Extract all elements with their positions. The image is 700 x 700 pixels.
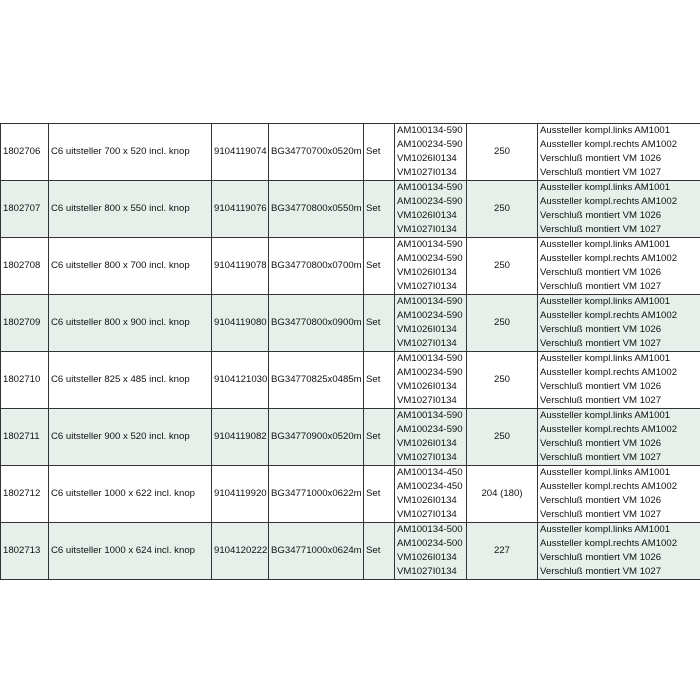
part-number: VM1027I0134 xyxy=(397,281,457,292)
note-line: Aussteller kompl.rechts AM1002 xyxy=(540,310,678,321)
unit-cell: Set xyxy=(364,466,395,523)
part-numbers-cell xyxy=(395,352,467,409)
note-line: Verschluß montiert VM 1026 xyxy=(540,552,662,563)
note-line: Verschluß montiert VM 1027 xyxy=(540,167,662,178)
unit-cell: Set xyxy=(364,124,395,181)
part-number: AM100134-590 xyxy=(397,125,463,136)
description-cell: C6 uitsteller 800 x 900 incl. knop xyxy=(49,295,212,352)
code-cell: 9104120222 xyxy=(212,523,269,580)
note-line: Verschluß montiert VM 1027 xyxy=(540,224,662,235)
description-cell: C6 uitsteller 800 x 700 incl. knop xyxy=(49,238,212,295)
part-number: AM100134-590 xyxy=(397,182,463,193)
note-line: Aussteller kompl.rechts AM1002 xyxy=(540,139,678,150)
article-number-cell: 1802708 xyxy=(1,238,49,295)
unit-cell: Set xyxy=(364,181,395,238)
article-number-cell: 1802712 xyxy=(1,466,49,523)
quantity-cell: 250 xyxy=(467,238,538,295)
article-number-cell: 1802710 xyxy=(1,352,49,409)
note-line: Verschluß montiert VM 1026 xyxy=(540,210,662,221)
part-number: AM100134-450 xyxy=(397,467,463,478)
part-number: AM100234-590 xyxy=(397,310,463,321)
part-numbers-cell xyxy=(395,181,467,238)
part-number: VM1026I0134 xyxy=(397,267,457,278)
part-numbers-cell xyxy=(395,238,467,295)
unit-cell: Set xyxy=(364,523,395,580)
part-numbers-cell xyxy=(395,409,467,466)
note-line: Verschluß montiert VM 1026 xyxy=(540,438,662,449)
quantity-cell: 204 (180) xyxy=(467,466,538,523)
note-line: Aussteller kompl.links AM1001 xyxy=(540,524,671,535)
table-row xyxy=(1,409,700,466)
part-number: AM100234-590 xyxy=(397,196,463,207)
part-number: AM100134-590 xyxy=(397,239,463,250)
bg-code-cell: BG34770900x0520m xyxy=(269,409,364,466)
part-number: VM1027I0134 xyxy=(397,509,457,520)
table-row xyxy=(1,466,700,523)
description-cell: C6 uitsteller 825 x 485 incl. knop xyxy=(49,352,212,409)
quantity-cell: 250 xyxy=(467,124,538,181)
code-cell: 9104121030 xyxy=(212,352,269,409)
table-row xyxy=(1,523,700,580)
note-line: Aussteller kompl.links AM1001 xyxy=(540,182,671,193)
note-line: Verschluß montiert VM 1027 xyxy=(540,452,662,463)
note-line: Aussteller kompl.links AM1001 xyxy=(540,296,671,307)
notes-cell xyxy=(538,466,700,523)
part-numbers-cell xyxy=(395,466,467,523)
part-number: AM100234-590 xyxy=(397,424,463,435)
bg-code-cell: BG34770800x0700m xyxy=(269,238,364,295)
part-number: VM1027I0134 xyxy=(397,395,457,406)
part-number: VM1027I0134 xyxy=(397,452,457,463)
note-line: Aussteller kompl.links AM1001 xyxy=(540,467,671,478)
code-cell: 9104119076 xyxy=(212,181,269,238)
note-line: Aussteller kompl.links AM1001 xyxy=(540,125,671,136)
part-number: AM100234-590 xyxy=(397,367,463,378)
parts-table-sheet xyxy=(0,123,700,577)
part-number: AM100134-500 xyxy=(397,524,463,535)
quantity-cell: 227 xyxy=(467,523,538,580)
description-cell: C6 uitsteller 900 x 520 incl. knop xyxy=(49,409,212,466)
table-row xyxy=(1,352,700,409)
unit-cell: Set xyxy=(364,352,395,409)
quantity-cell: 250 xyxy=(467,409,538,466)
quantity-cell: 250 xyxy=(467,295,538,352)
bg-code-cell: BG34771000x0622m xyxy=(269,466,364,523)
quantity-cell: 250 xyxy=(467,352,538,409)
note-line: Verschluß montiert VM 1027 xyxy=(540,281,662,292)
code-cell: 9104119080 xyxy=(212,295,269,352)
note-line: Aussteller kompl.rechts AM1002 xyxy=(540,424,678,435)
parts-table xyxy=(0,123,700,580)
part-number: VM1026I0134 xyxy=(397,381,457,392)
notes-cell xyxy=(538,295,700,352)
note-line: Aussteller kompl.rechts AM1002 xyxy=(540,196,678,207)
quantity-cell: 250 xyxy=(467,181,538,238)
description-cell: C6 uitsteller 800 x 550 incl. knop xyxy=(49,181,212,238)
note-line: Verschluß montiert VM 1026 xyxy=(540,324,662,335)
table-row xyxy=(1,238,700,295)
notes-cell xyxy=(538,124,700,181)
note-line: Aussteller kompl.rechts AM1002 xyxy=(540,481,678,492)
part-number: VM1027I0134 xyxy=(397,338,457,349)
notes-cell xyxy=(538,523,700,580)
note-line: Verschluß montiert VM 1027 xyxy=(540,338,662,349)
part-number: VM1026I0134 xyxy=(397,153,457,164)
note-line: Aussteller kompl.rechts AM1002 xyxy=(540,253,678,264)
note-line: Verschluß montiert VM 1027 xyxy=(540,509,662,520)
table-row xyxy=(1,181,700,238)
note-line: Aussteller kompl.links AM1001 xyxy=(540,353,671,364)
table-row xyxy=(1,124,700,181)
unit-cell: Set xyxy=(364,409,395,466)
part-number: VM1026I0134 xyxy=(397,438,457,449)
notes-cell xyxy=(538,238,700,295)
code-cell: 9104119074 xyxy=(212,124,269,181)
notes-cell xyxy=(538,352,700,409)
part-number: VM1027I0134 xyxy=(397,566,457,577)
code-cell: 9104119082 xyxy=(212,409,269,466)
table-row xyxy=(1,295,700,352)
bg-code-cell: BG34770825x0485m xyxy=(269,352,364,409)
part-number: AM100134-590 xyxy=(397,296,463,307)
part-numbers-cell xyxy=(395,124,467,181)
note-line: Aussteller kompl.rechts AM1002 xyxy=(540,367,678,378)
part-number: VM1026I0134 xyxy=(397,552,457,563)
part-number: VM1027I0134 xyxy=(397,224,457,235)
note-line: Verschluß montiert VM 1027 xyxy=(540,566,662,577)
part-number: AM100134-590 xyxy=(397,410,463,421)
bg-code-cell: BG34771000x0624m xyxy=(269,523,364,580)
unit-cell: Set xyxy=(364,295,395,352)
note-line: Verschluß montiert VM 1026 xyxy=(540,495,662,506)
part-number: VM1026I0134 xyxy=(397,324,457,335)
part-number: VM1026I0134 xyxy=(397,210,457,221)
code-cell: 9104119078 xyxy=(212,238,269,295)
part-number: VM1026I0134 xyxy=(397,495,457,506)
article-number-cell: 1802713 xyxy=(1,523,49,580)
part-number: AM100234-450 xyxy=(397,481,463,492)
note-line: Verschluß montiert VM 1026 xyxy=(540,381,662,392)
part-numbers-cell xyxy=(395,295,467,352)
bg-code-cell: BG34770800x0900m xyxy=(269,295,364,352)
article-number-cell: 1802709 xyxy=(1,295,49,352)
code-cell: 9104119920 xyxy=(212,466,269,523)
description-cell: C6 uitsteller 700 x 520 incl. knop xyxy=(49,124,212,181)
note-line: Verschluß montiert VM 1027 xyxy=(540,395,662,406)
note-line: Verschluß montiert VM 1026 xyxy=(540,153,662,164)
part-numbers-cell xyxy=(395,523,467,580)
part-number: AM100134-590 xyxy=(397,353,463,364)
article-number-cell: 1802706 xyxy=(1,124,49,181)
article-number-cell: 1802711 xyxy=(1,409,49,466)
bg-code-cell: BG34770800x0550m xyxy=(269,181,364,238)
note-line: Aussteller kompl.links AM1001 xyxy=(540,239,671,250)
notes-cell xyxy=(538,181,700,238)
notes-cell xyxy=(538,409,700,466)
part-number: VM1027I0134 xyxy=(397,167,457,178)
note-line: Aussteller kompl.links AM1001 xyxy=(540,410,671,421)
note-line: Verschluß montiert VM 1026 xyxy=(540,267,662,278)
description-cell: C6 uitsteller 1000 x 622 incl. knop xyxy=(49,466,212,523)
article-number-cell: 1802707 xyxy=(1,181,49,238)
description-cell: C6 uitsteller 1000 x 624 incl. knop xyxy=(49,523,212,580)
part-number: AM100234-590 xyxy=(397,253,463,264)
part-number: AM100234-500 xyxy=(397,538,463,549)
note-line: Aussteller kompl.rechts AM1002 xyxy=(540,538,678,549)
bg-code-cell: BG34770700x0520m xyxy=(269,124,364,181)
unit-cell: Set xyxy=(364,238,395,295)
part-number: AM100234-590 xyxy=(397,139,463,150)
